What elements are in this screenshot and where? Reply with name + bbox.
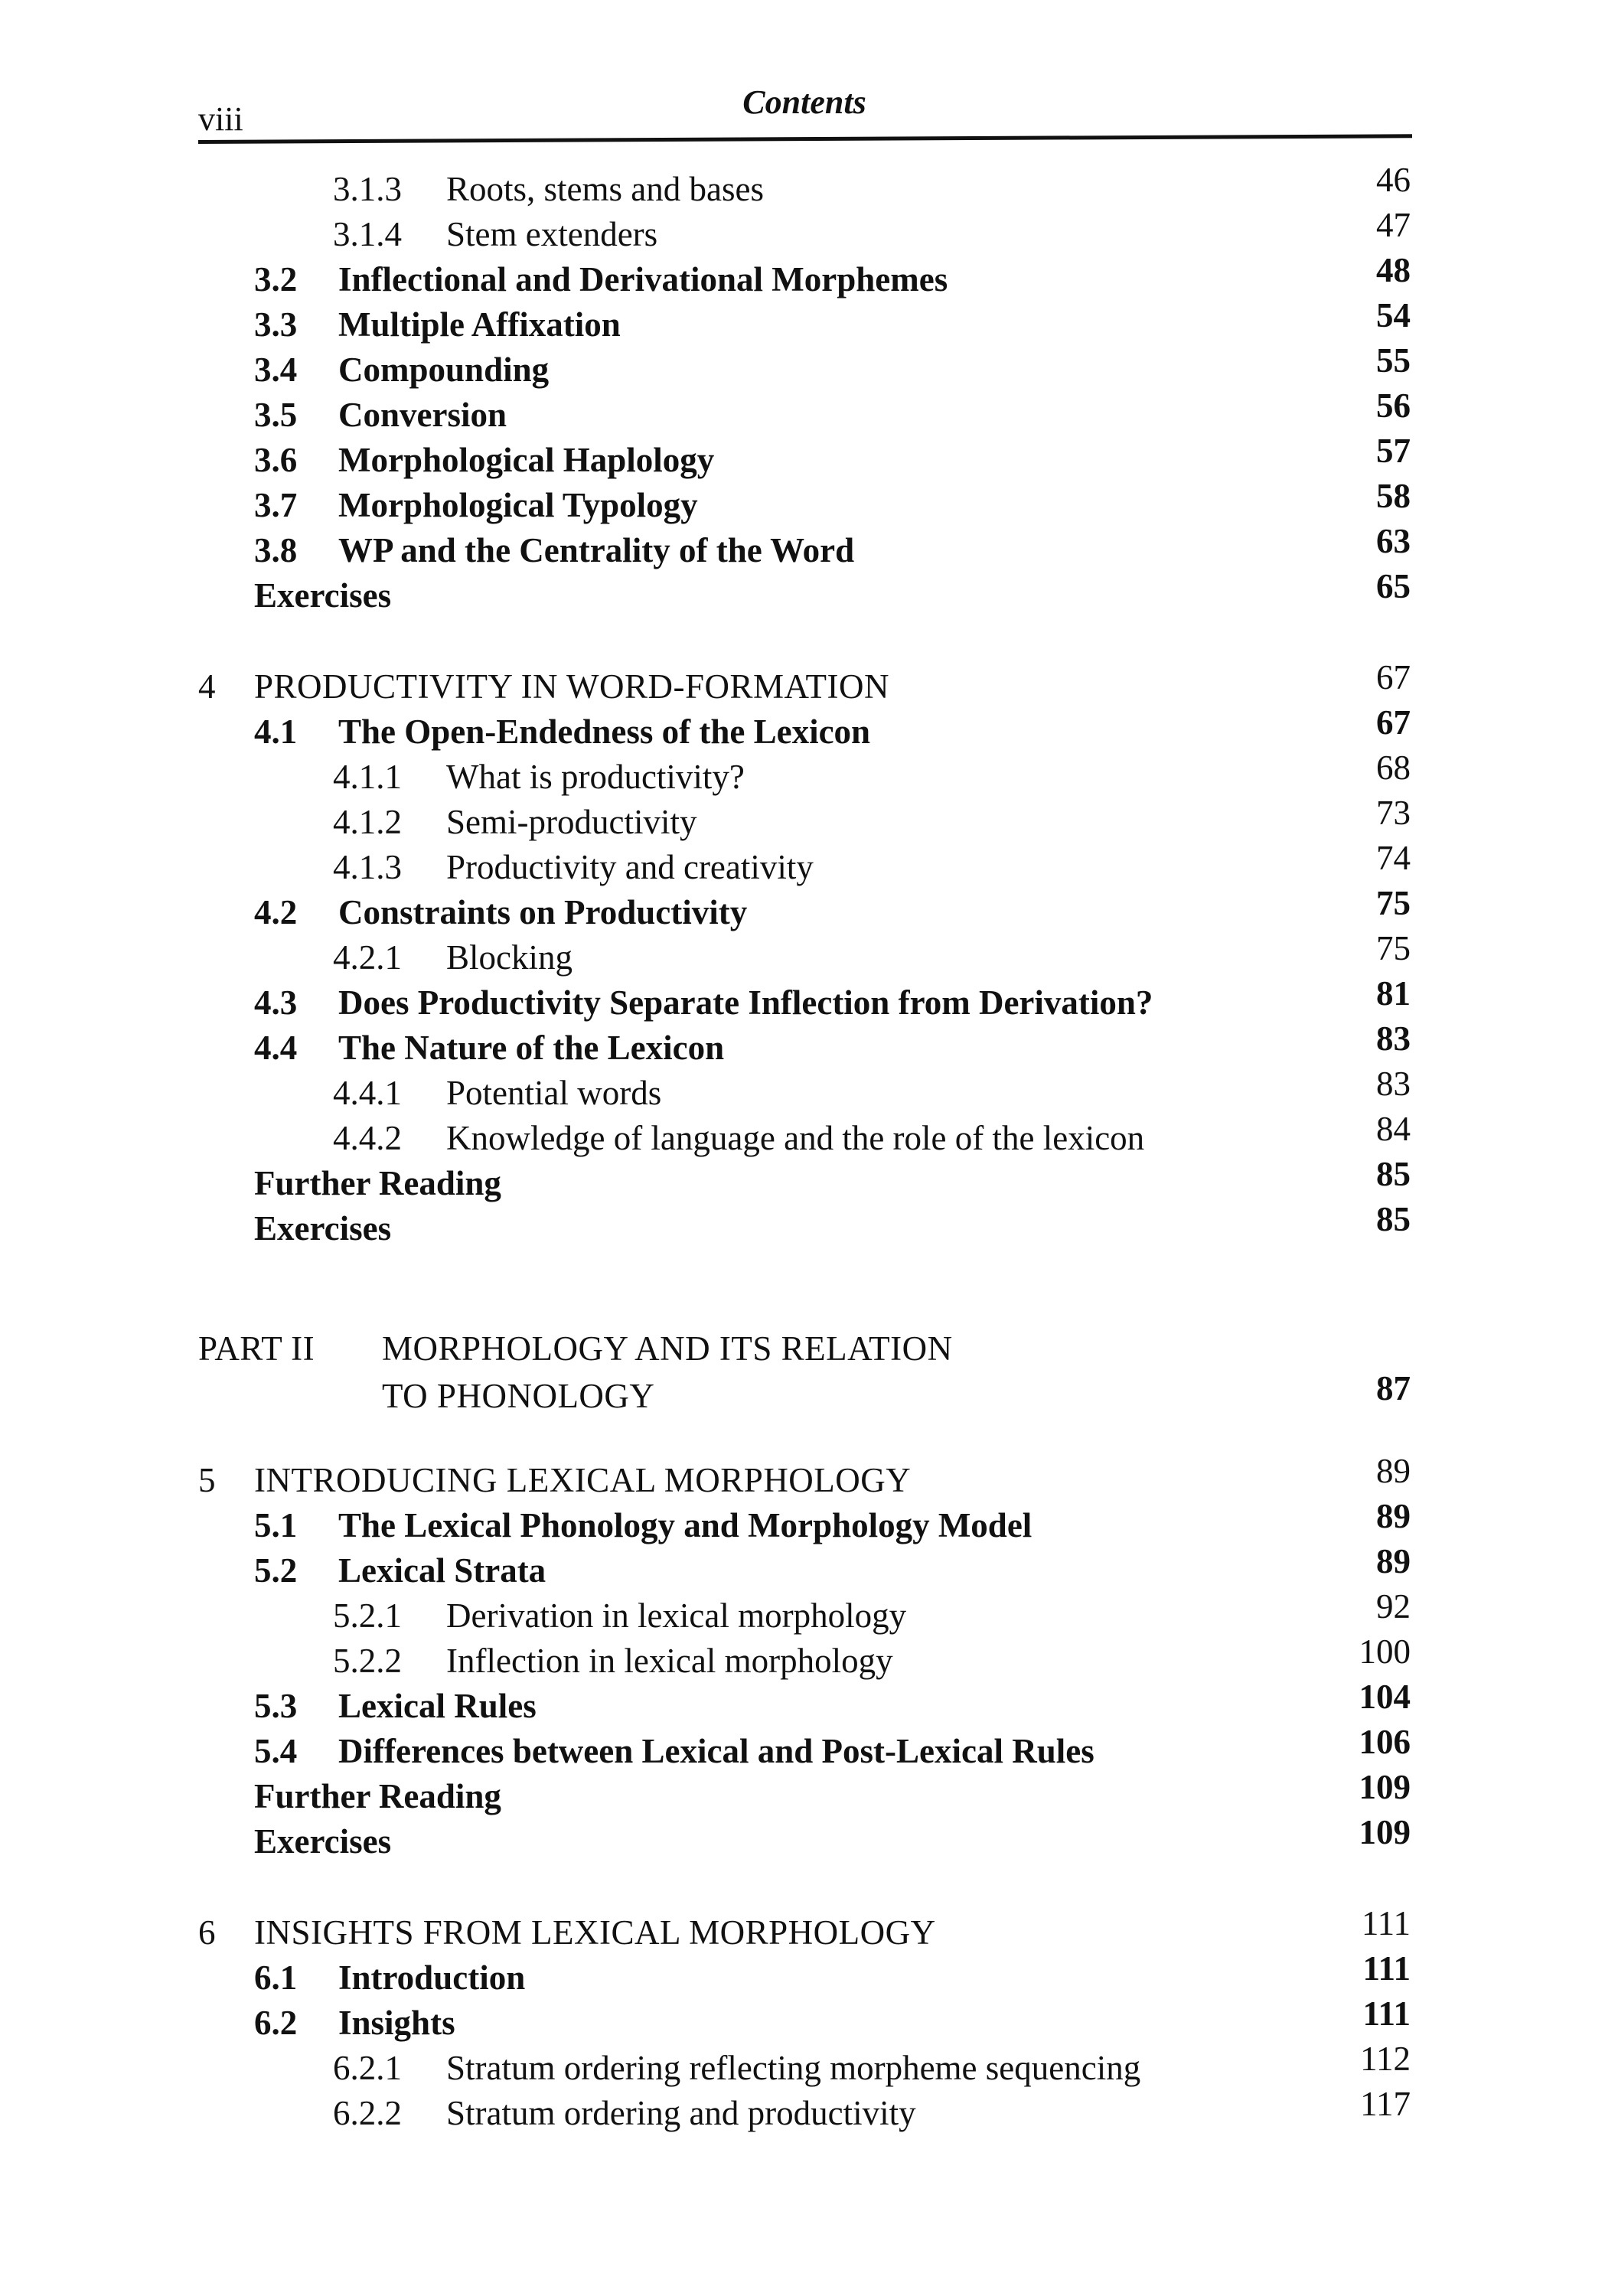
toc-entry[interactable]	[198, 1497, 1411, 1548]
toc-entry[interactable]	[198, 1110, 1411, 1161]
toc-entry-page: 109	[1359, 1813, 1411, 1851]
toc-entry[interactable]	[198, 341, 1411, 393]
toc-entry-page: 48	[1376, 251, 1411, 289]
toc-section-chapter4	[198, 658, 1411, 1251]
toc-backmatter-entry[interactable]	[198, 1155, 1411, 1206]
toc-entry[interactable]	[198, 1065, 1411, 1116]
toc-entry-number: 4	[198, 667, 216, 706]
toc-entry-title: Insights	[338, 2004, 455, 2042]
toc-entry[interactable]	[198, 703, 1411, 755]
toc-entry-title: Stratum ordering and productivity	[446, 2094, 916, 2132]
toc-entry-title: Stratum ordering reflecting morpheme sequencing	[446, 2049, 1141, 2087]
toc-entry[interactable]	[198, 1632, 1411, 1684]
toc-entry-page: 47	[1376, 206, 1411, 244]
toc-entry-page: 67	[1376, 658, 1411, 696]
toc-entry-number: 5.3	[254, 1687, 298, 1725]
toc-entry[interactable]	[198, 1678, 1411, 1729]
toc-entry-page: 117	[1360, 2085, 1411, 2123]
toc-entry-page: 83	[1376, 1065, 1411, 1103]
toc-entry-page: 112	[1360, 2040, 1411, 2078]
toc-entry-page: 111	[1362, 1994, 1411, 2033]
toc-entry-title: Semi-productivity	[446, 803, 697, 841]
toc-entry-page: 63	[1376, 522, 1411, 560]
toc-entry-page: 46	[1376, 161, 1411, 199]
toc-entry-page: 57	[1376, 432, 1411, 470]
toc-entry-number: 3.3	[254, 305, 298, 344]
toc-entry-number: 4.1.2	[333, 803, 402, 841]
toc-entry[interactable]	[198, 296, 1411, 347]
toc-entry-number: 4.4	[254, 1029, 298, 1067]
toc-entry[interactable]	[198, 1019, 1411, 1071]
toc-entry-number: 4.4.2	[333, 1119, 402, 1157]
toc-entry-title: The Lexical Phonology and Morphology Model	[338, 1506, 1032, 1544]
toc-entry-page: 92	[1376, 1587, 1411, 1626]
page-number: viii	[198, 100, 243, 138]
toc-entry[interactable]	[198, 522, 1411, 573]
toc-entry-page: 109	[1359, 1768, 1411, 1806]
toc-entry[interactable]	[198, 206, 1411, 257]
toc-entry-title: What is productivity?	[446, 758, 745, 796]
toc-entry-page: 55	[1376, 341, 1411, 380]
toc-entry-title: Exercises	[254, 576, 392, 615]
toc-entry-title: Exercises	[254, 1209, 392, 1247]
toc-entry[interactable]	[198, 974, 1411, 1026]
toc-entry[interactable]	[198, 161, 1411, 212]
toc-entry-page: 104	[1359, 1678, 1411, 1716]
toc-entry-number: 3.8	[254, 531, 298, 569]
toc-backmatter-entry[interactable]	[198, 567, 1411, 618]
toc-entry-title: Morphological Typology	[338, 486, 698, 524]
toc-entry[interactable]	[198, 477, 1411, 528]
toc-chapter-entry[interactable]	[198, 1904, 1411, 1955]
toc-entry-number: 3.2	[254, 260, 298, 298]
toc-entry-title: Differences between Lexical and Post-Lexical Rules	[338, 1732, 1094, 1770]
spacer	[198, 1424, 1411, 1458]
toc-entry-page: 89	[1376, 1452, 1411, 1490]
toc-entry-number: 5.2	[254, 1551, 298, 1590]
toc-entry-title: Lexical Strata	[338, 1551, 546, 1590]
toc-entry-page: 65	[1376, 567, 1411, 605]
toc-entry[interactable]	[198, 1587, 1411, 1639]
toc-entry-title: Does Productivity Separate Inflection from Derivation?	[338, 983, 1153, 1022]
toc-entry-title: Roots, stems and bases	[446, 170, 764, 208]
toc-entry-title: Compounding	[338, 351, 550, 389]
spacer	[198, 618, 1411, 664]
running-title: Contents	[742, 83, 866, 121]
toc-entry-title: Productivity and creativity	[446, 848, 814, 886]
toc-entry-page: 54	[1376, 296, 1411, 334]
toc-entry-page: 75	[1376, 884, 1411, 922]
toc-entry[interactable]	[198, 929, 1411, 980]
toc-entry-title: Constraints on Productivity	[338, 893, 748, 931]
toc-entry-title: Multiple Affixation	[338, 305, 621, 344]
toc-entry[interactable]	[198, 432, 1411, 483]
toc-entry-page: 89	[1376, 1542, 1411, 1580]
toc-entry-title: Inflectional and Derivational Morphemes	[338, 260, 948, 298]
toc-entry[interactable]	[198, 2085, 1411, 2136]
toc-entry-title: Inflection in lexical morphology	[446, 1642, 893, 1680]
toc-backmatter-entry[interactable]	[198, 1768, 1411, 1819]
toc-part-heading	[198, 1325, 1411, 1424]
toc-entry-number: 6.2.2	[333, 2094, 402, 2132]
toc-entry-title: WP and the Centrality of the Word	[338, 531, 855, 569]
toc-entry-number: 3.6	[254, 441, 298, 479]
table-of-contents	[198, 161, 1411, 2136]
toc-entry-page: 89	[1376, 1497, 1411, 1535]
toc-entry-number: 4.2.1	[333, 938, 402, 977]
part-title	[382, 1325, 953, 1420]
toc-section-chapter3-continued	[198, 161, 1411, 618]
toc-entry-title: Further Reading	[254, 1777, 501, 1815]
toc-entry-title: Further Reading	[254, 1164, 501, 1202]
toc-entry-number: 4.1	[254, 713, 298, 751]
toc-entry-title: INSIGHTS FROM LEXICAL MORPHOLOGY	[254, 1913, 936, 1952]
toc-entry-title: Potential words	[446, 1074, 662, 1112]
toc-entry-title: Morphological Haplology	[338, 441, 715, 479]
toc-entry-number: 3.4	[254, 351, 298, 389]
toc-entry-number: 4.1.1	[333, 758, 402, 796]
toc-entry-title: PRODUCTIVITY IN WORD-FORMATION	[254, 667, 889, 706]
spacer	[198, 1864, 1411, 1910]
toc-entry-number: 6.1	[254, 1958, 298, 1997]
toc-entry-title: The Open-Endedness of the Lexicon	[338, 713, 871, 751]
toc-chapter-entry[interactable]	[198, 1452, 1411, 1503]
toc-entry-title: Lexical Rules	[338, 1687, 537, 1725]
toc-entry[interactable]	[198, 2040, 1411, 2091]
toc-entry-number: 3.1.3	[333, 170, 402, 208]
toc-entry-number: 4.1.3	[333, 848, 402, 886]
toc-entry[interactable]	[198, 839, 1411, 890]
toc-entry-title: Blocking	[446, 938, 573, 977]
toc-entry-title: Knowledge of language and the role of the lexicon	[446, 1119, 1145, 1157]
toc-entry-page: 100	[1359, 1632, 1411, 1671]
toc-entry-title: INTRODUCING LEXICAL MORPHOLOGY	[254, 1461, 912, 1499]
toc-entry-number: 6	[198, 1913, 216, 1952]
toc-entry-number: 4.2	[254, 893, 298, 931]
toc-entry-page: 58	[1376, 477, 1411, 515]
part-title-line1: MORPHOLOGY AND ITS RELATION	[382, 1329, 953, 1368]
toc-entry-page: 73	[1376, 794, 1411, 832]
toc-entry-title: Introduction	[338, 1958, 526, 1997]
toc-section-chapter6	[198, 1904, 1411, 2136]
toc-entry[interactable]	[198, 1723, 1411, 1774]
toc-entry-number: 4.3	[254, 983, 298, 1022]
toc-entry[interactable]	[198, 794, 1411, 845]
toc-entry-page: 74	[1376, 839, 1411, 877]
toc-backmatter-entry[interactable]	[198, 1200, 1411, 1251]
toc-entry-number: 5.1	[254, 1506, 298, 1544]
toc-entry-page: 83	[1376, 1019, 1411, 1058]
spacer	[198, 1251, 1411, 1325]
toc-entry-page: 106	[1359, 1723, 1411, 1761]
toc-entry-number: 5.4	[254, 1732, 298, 1770]
toc-entry-page: 56	[1376, 386, 1411, 425]
toc-chapter-entry[interactable]	[198, 658, 1411, 709]
toc-section-chapter5	[198, 1452, 1411, 1864]
part-label: PART II	[198, 1329, 315, 1368]
toc-entry[interactable]	[198, 1994, 1411, 2046]
toc-entry-title: The Nature of the Lexicon	[338, 1029, 725, 1067]
toc-entry-number: 3.5	[254, 396, 298, 434]
toc-entry-number: 3.1.4	[333, 215, 402, 253]
toc-entry-page: 68	[1376, 748, 1411, 787]
toc-entry-number: 6.2	[254, 2004, 298, 2042]
toc-entry-number: 6.2.1	[333, 2049, 402, 2087]
toc-entry-number: 5.2.1	[333, 1596, 402, 1635]
toc-entry-page: 85	[1376, 1200, 1411, 1238]
toc-entry-page: 84	[1376, 1110, 1411, 1148]
toc-entry-page: 85	[1376, 1155, 1411, 1193]
toc-entry-page: 67	[1376, 703, 1411, 742]
toc-entry-number: 5	[198, 1461, 216, 1499]
toc-entry-title: Stem extenders	[446, 215, 658, 253]
part-title-line2: TO PHONOLOGY	[382, 1377, 655, 1415]
toc-entry-number: 3.7	[254, 486, 298, 524]
toc-entry[interactable]	[198, 884, 1411, 935]
toc-entry[interactable]	[198, 386, 1411, 438]
toc-entry-number: 5.2.2	[333, 1642, 402, 1680]
toc-entry-page: 111	[1362, 1949, 1411, 1988]
toc-entry-page: 111	[1361, 1904, 1411, 1942]
toc-backmatter-entry[interactable]	[198, 1813, 1411, 1864]
toc-entry[interactable]	[198, 1542, 1411, 1593]
toc-entry-title: Exercises	[254, 1822, 392, 1861]
toc-entry-title: Derivation in lexical morphology	[446, 1596, 907, 1635]
toc-entry[interactable]	[198, 748, 1411, 800]
toc-entry-title: Conversion	[338, 396, 507, 434]
toc-entry[interactable]	[198, 1949, 1411, 2001]
toc-entry-number: 4.4.1	[333, 1074, 402, 1112]
part-page: 87	[1376, 1369, 1411, 1407]
toc-entry-page: 81	[1376, 974, 1411, 1013]
toc-entry[interactable]	[198, 251, 1411, 302]
toc-entry-page: 75	[1376, 929, 1411, 967]
